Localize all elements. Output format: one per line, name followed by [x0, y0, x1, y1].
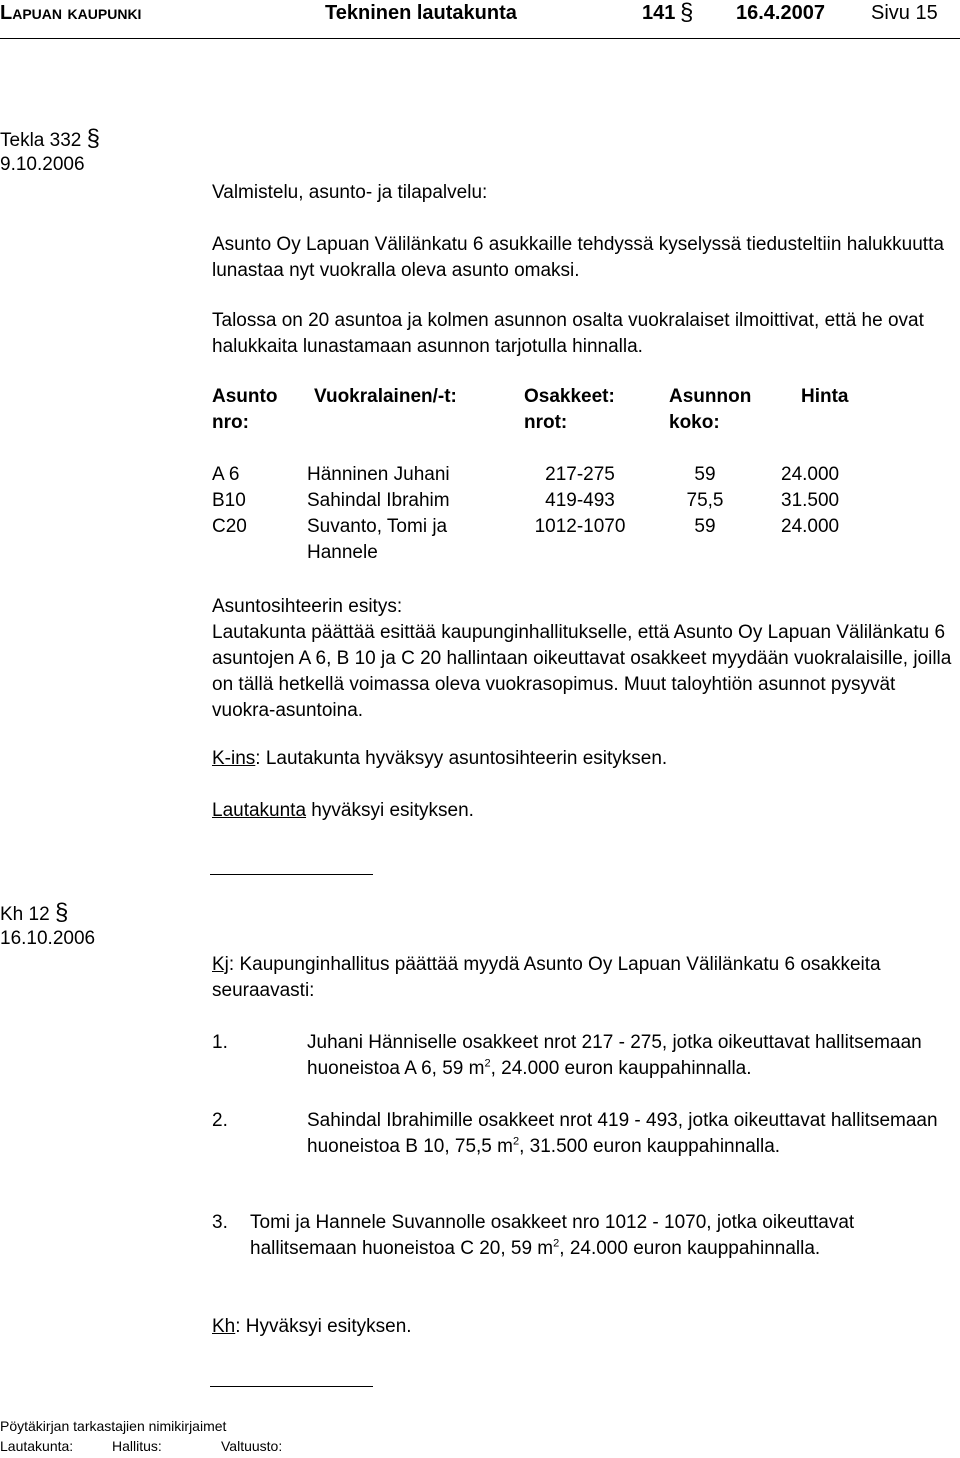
table-header-price: Hinta [801, 386, 849, 407]
header-section-mark: § [680, 0, 694, 26]
row-tenant: Sahindal Ibrahim [307, 490, 450, 511]
table-header-tenant: Vuokralainen/-t: [314, 386, 457, 407]
footer-government-label: Hallitus: [112, 1438, 162, 1454]
row-price: 24.000 [781, 516, 840, 537]
kj-label: Kj [212, 954, 229, 975]
row-shares: 419-493 [545, 490, 615, 511]
header-date: 16.4.2007 [736, 2, 825, 24]
row-size: 59 [694, 516, 716, 537]
tekla-ref: Tekla 332 § [0, 125, 100, 152]
footer-initials-label: Pöytäkirjan tarkastajien nimikirjaimet [0, 1418, 227, 1434]
row-size: 75,5 [686, 490, 724, 511]
table-header-size-2: koko: [669, 412, 720, 433]
header-board: Tekninen lautakunta [325, 2, 517, 24]
table-header-nro-2: nro: [212, 412, 249, 433]
row-nro: B10 [212, 490, 246, 511]
row-shares: 1012-1070 [534, 516, 626, 537]
header-section-number: 141 [642, 2, 676, 24]
decision-label: Lautakunta [212, 800, 307, 821]
board-decision: Lautakunta hyväksyi esityksen. [212, 800, 474, 821]
kh-decision: Kh: Hyväksyi esityksen. [212, 1316, 412, 1337]
separator-rule-2 [210, 1386, 373, 1387]
proposal-text: Lautakunta päättää esittää kaupunginhallitukselle, että Asunto Oy Lapuan Välilänkatu 6 asuntojen A 6, B 10 ja C 20 hallintaan oikeuttavat osakkeet myydään vuokralaisille, joilla on tällä hetkellä voimassa oleva vuokrasopimus. Muut taloyhtiön asunnot pysyvät vuokra-asuntoina. [212, 622, 952, 721]
prep-paragraph-1: Asunto Oy Lapuan Välilänkatu 6 asukkaille tehdyssä kyselyssä tiedusteltiin halukkuutta lunastaa nyt vuokralla oleva asunto omaksi. [212, 234, 944, 281]
header-org: Lapuan kaupunki [0, 2, 142, 24]
kh-decision-label: Kh [212, 1316, 236, 1337]
table-header-shares: Osakkeet: [524, 386, 615, 407]
list-item-number: 2. [212, 1110, 228, 1131]
row-price: 24.000 [781, 464, 840, 485]
footer-council-label: Valtuusto: [221, 1438, 283, 1454]
row-tenant: Suvanto, Tomi ja [307, 516, 448, 537]
row-price: 31.500 [781, 490, 840, 511]
row-nro: C20 [212, 516, 247, 537]
list-item-text: Tomi ja Hannele Suvannolle osakkeet nro 1012 - 1070, jotka oikeuttavat hallitsemaan huoneistoa C 20, 59 $m^2$, 24.000 euron kauppahinnalla. [250, 1212, 855, 1259]
kins-label: K-ins [212, 748, 256, 769]
prep-paragraph-2: Talossa on 20 asuntoa ja kolmen asunnon osalta vuokralaiset ilmoittivat, että he ovat halukkaita lunastamaan asunnon tarjotulla hinnalla. [212, 310, 924, 357]
table-header-nro: Asunto [212, 386, 278, 407]
row-size: 59 [694, 464, 716, 485]
kins-line: K-ins: Lautakunta hyväksyy asuntosihteerin esityksen. [212, 748, 668, 769]
separator-rule [210, 874, 373, 875]
header-rule [0, 38, 960, 39]
table-header-shares-2: nrot: [524, 412, 568, 433]
row-tenant-cont: Hannele [307, 542, 378, 563]
list-item-number: 3. [212, 1212, 228, 1233]
list-item-text: Juhani Hänniselle osakkeet nrot 217 - 275, jotka oikeuttavat hallitsemaan huoneistoa A 6, 59 $m^2$, 24.000 euron kauppahinnalla. [307, 1032, 922, 1079]
tekla-date: 9.10.2006 [0, 154, 85, 175]
prep-heading: Valmistelu, asunto- ja tilapalvelu: [212, 182, 488, 203]
kh-ref: Kh 12 § [0, 899, 69, 926]
kj-proposal: Kj: Kaupunginhallitus päättää myydä Asunto Oy Lapuan Välilänkatu 6 osakkeita seuraavasti: [212, 954, 881, 1001]
row-nro: A 6 [212, 464, 240, 485]
kh-date: 16.10.2006 [0, 928, 96, 949]
row-shares: 217-275 [545, 464, 615, 485]
header-page-number: Sivu 15 [871, 2, 938, 24]
list-item-text: Sahindal Ibrahimille osakkeet nrot 419 - 493, jotka oikeuttavat hallitsemaan huoneistoa B 10, 75,5 $m^2$, 31.500 euron kauppahinnalla. [307, 1110, 938, 1157]
footer-board-label: Lautakunta: [0, 1438, 74, 1454]
proposal-heading: Asuntosihteerin esitys: [212, 596, 403, 617]
table-header-size: Asunnon [669, 386, 752, 407]
list-item-number: 1. [212, 1032, 228, 1053]
row-tenant: Hänninen Juhani [307, 464, 450, 485]
